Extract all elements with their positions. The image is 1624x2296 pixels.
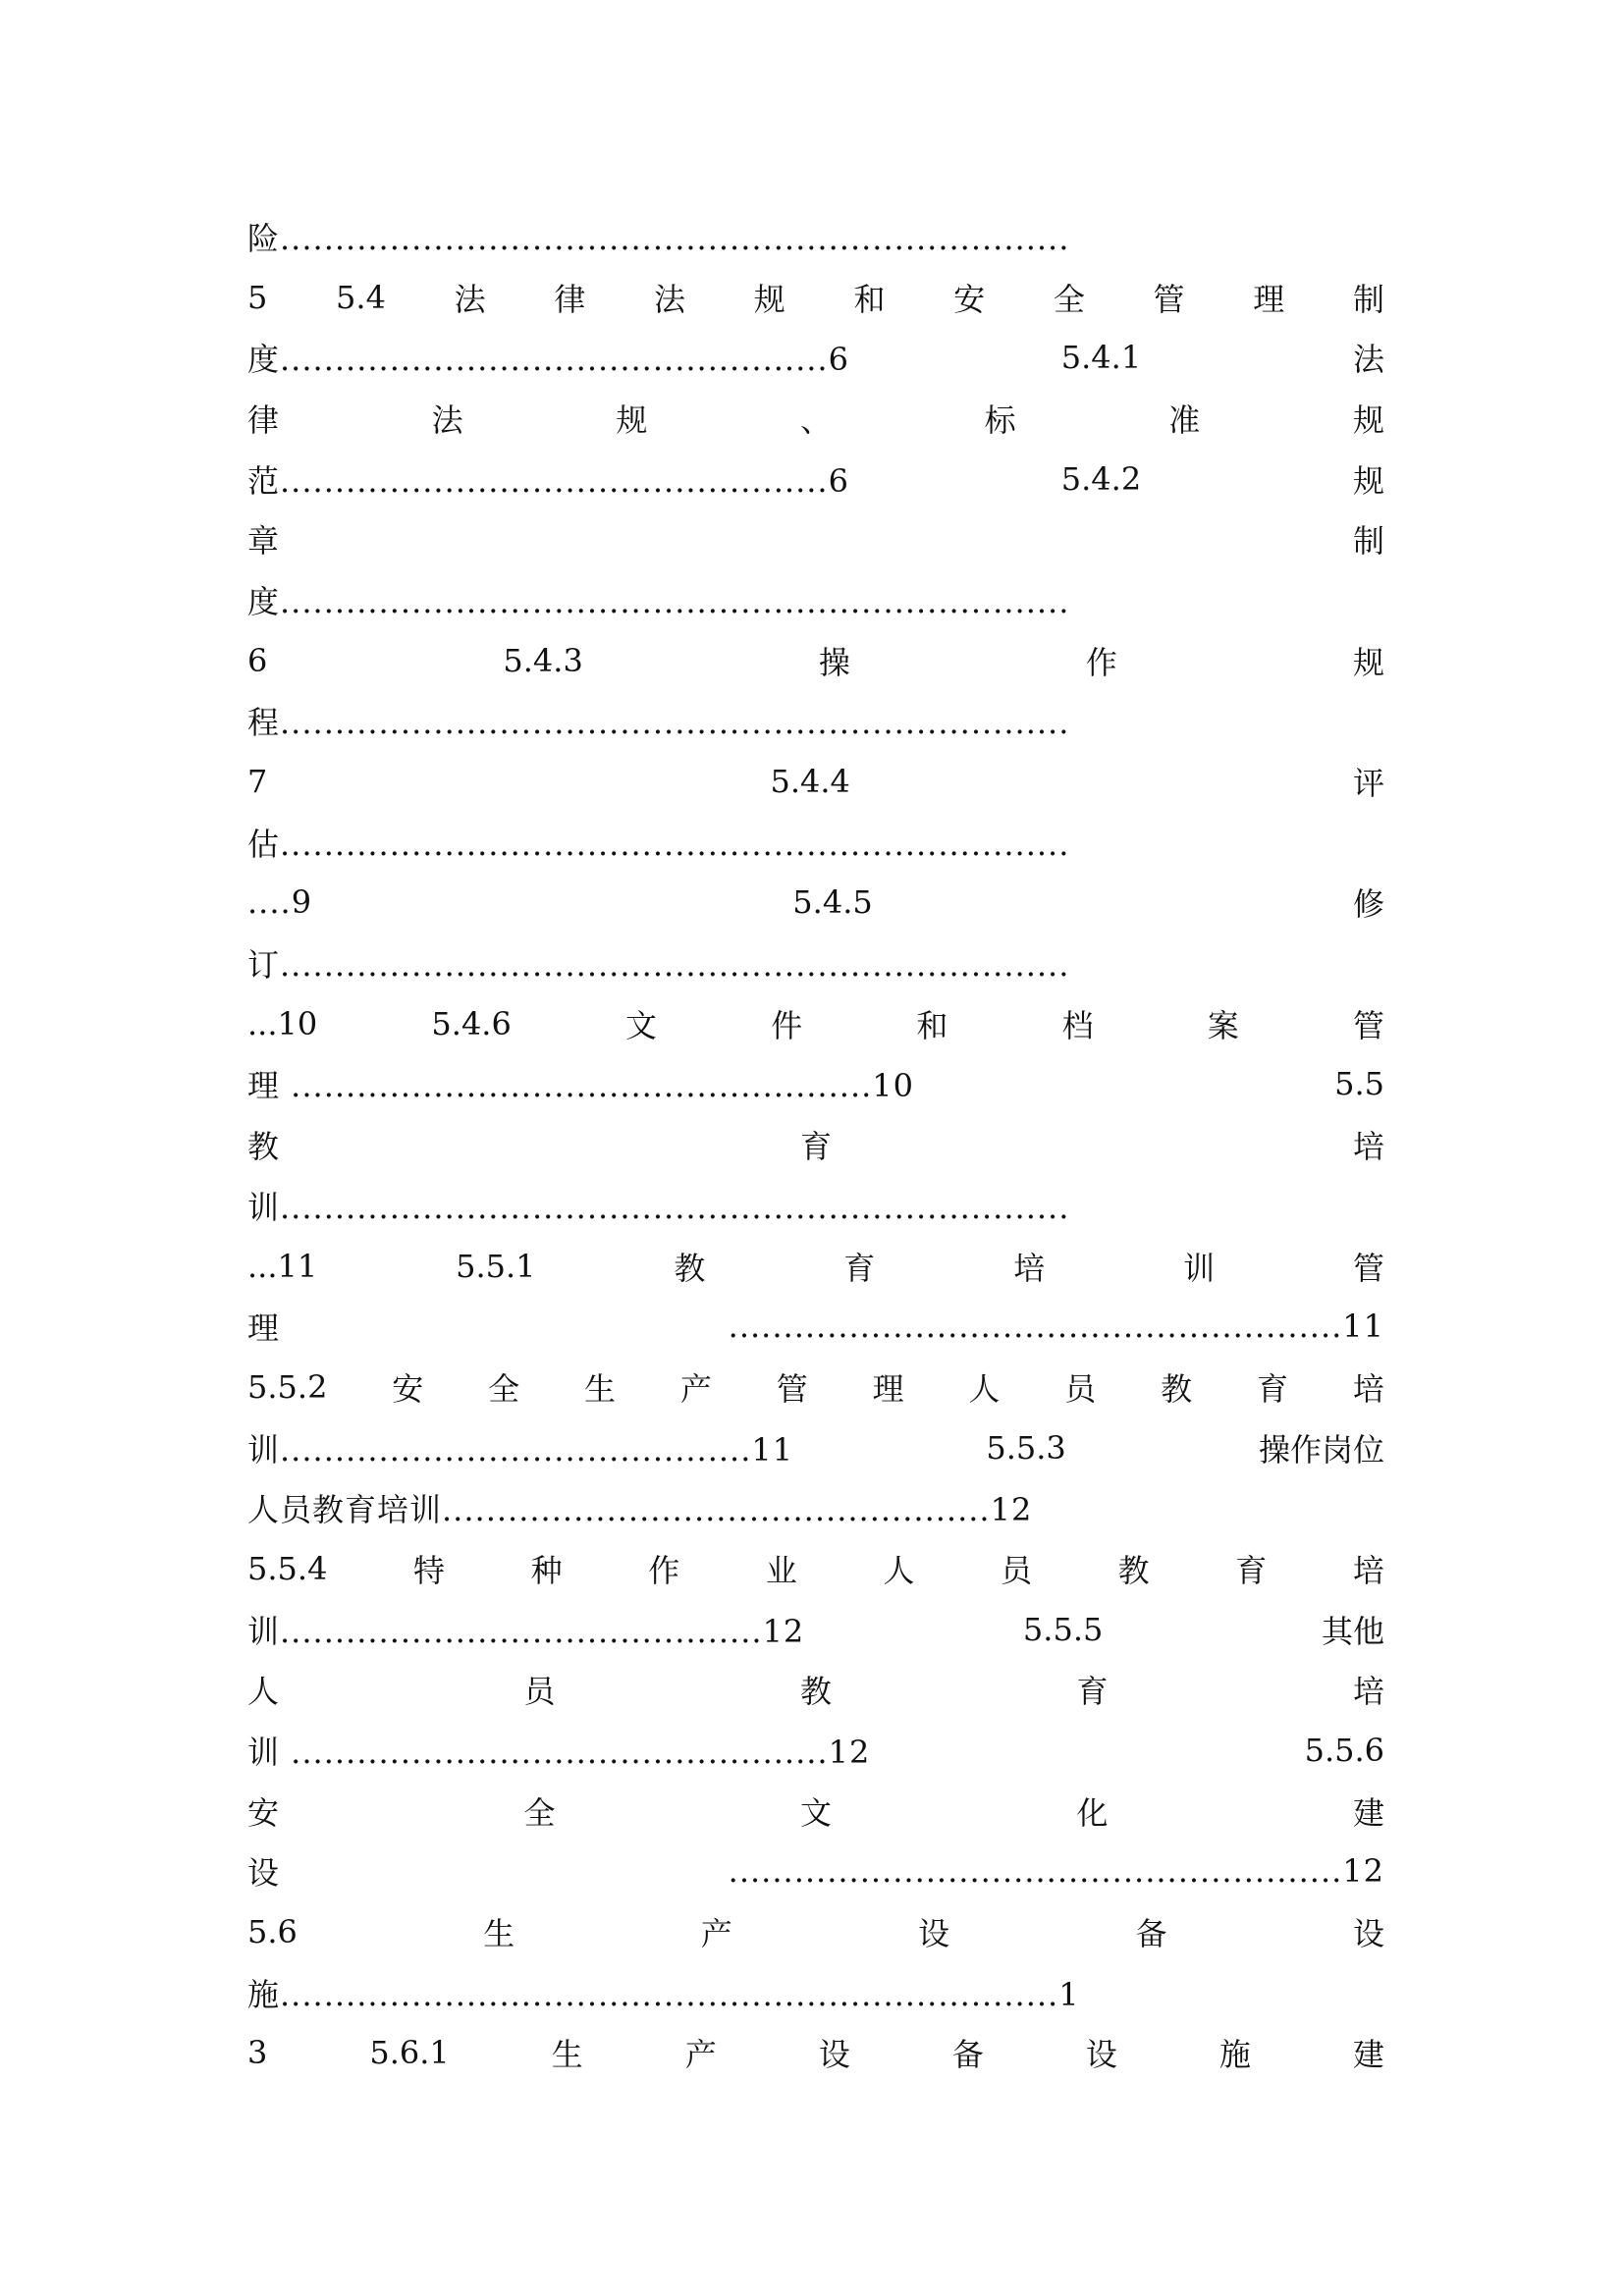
toc-line <box>247 1962 1384 2023</box>
toc-token: 规 <box>753 280 785 318</box>
toc-token: 育 <box>1076 1673 1109 1711</box>
toc-token: ...10 <box>247 1004 318 1042</box>
toc-token: 安 <box>953 280 986 318</box>
toc-token: 人 <box>883 1551 915 1589</box>
toc-token: 种 <box>530 1551 563 1589</box>
toc-page <box>247 206 1384 2083</box>
toc-token: 评 <box>1352 765 1384 803</box>
toc-token: 5.5.1 <box>456 1247 536 1285</box>
toc-token: 律 <box>554 280 586 318</box>
toc-token: 理 <box>247 1309 280 1348</box>
toc-token: 档 <box>1061 1006 1094 1044</box>
toc-token: 5.4 <box>336 278 386 316</box>
toc-token: 规 <box>1352 400 1384 439</box>
toc-token: 操 <box>818 643 850 681</box>
toc-token: 5.6 <box>247 1913 298 1951</box>
toc-token: 文 <box>799 1793 832 1832</box>
toc-line <box>247 206 1384 267</box>
toc-token: 法 <box>454 280 486 318</box>
toc-token: 和 <box>853 280 886 318</box>
toc-token: 施.......................................................................1 <box>247 1975 1080 2013</box>
toc-token: 5 <box>247 278 268 316</box>
toc-token: 产 <box>679 1369 712 1408</box>
toc-token: 设 <box>1085 2036 1117 2074</box>
toc-token: ...11 <box>247 1247 318 1285</box>
toc-token: 人员教育培训..................................................12 <box>247 1491 1033 1529</box>
toc-line <box>247 1236 1384 1297</box>
toc-line <box>247 267 1384 328</box>
toc-token: 理 <box>1253 280 1285 318</box>
toc-token: 规 <box>1352 643 1384 681</box>
toc-token: 教 <box>799 1673 832 1711</box>
toc-line <box>247 508 1384 569</box>
toc-token: 5.4.2 <box>1060 459 1142 498</box>
toc-token: 法 <box>431 400 463 439</box>
toc-line <box>247 812 1384 873</box>
toc-token: 安 <box>247 1793 280 1832</box>
toc-line <box>247 1417 1384 1478</box>
toc-token: 设 <box>818 2036 850 2074</box>
toc-token: 培 <box>1352 1673 1384 1711</box>
toc-token: 教 <box>1161 1369 1193 1408</box>
toc-token: 人 <box>968 1369 1001 1408</box>
toc-token: 估........................................................................ <box>247 825 1070 863</box>
toc-line <box>247 1175 1384 1236</box>
toc-token: 员 <box>1001 1551 1033 1589</box>
toc-token: 生 <box>483 1915 515 1953</box>
toc-token: 人 <box>247 1673 280 1711</box>
toc-token: 和 <box>916 1006 948 1044</box>
toc-token: 教 <box>247 1128 280 1166</box>
toc-token: 规 <box>1352 461 1384 500</box>
toc-line <box>247 1781 1384 1842</box>
toc-line <box>247 691 1384 752</box>
toc-token: 5.4.5 <box>792 883 873 922</box>
toc-line <box>247 993 1384 1054</box>
toc-token: 作 <box>1085 643 1117 681</box>
toc-token: 准 <box>1168 400 1201 439</box>
toc-line <box>247 388 1384 449</box>
toc-token: 训 <box>1183 1249 1216 1287</box>
toc-token: 训........................................................................ <box>247 1188 1070 1226</box>
toc-token: 备 <box>1135 1915 1167 1953</box>
toc-token: 5.4.1 <box>1060 339 1142 377</box>
toc-token: 训 .................................................12 <box>247 1734 871 1772</box>
toc-token: 育 <box>799 1128 832 1166</box>
toc-token: 险........................................................................ <box>247 219 1070 257</box>
toc-line <box>247 1599 1384 1660</box>
toc-token: 育 <box>1235 1551 1268 1589</box>
toc-line <box>247 1538 1384 1599</box>
toc-line <box>247 1720 1384 1781</box>
toc-token: 、 <box>799 400 832 439</box>
toc-line <box>247 1660 1384 1721</box>
toc-token: 生 <box>551 2036 583 2074</box>
toc-token: 律 <box>247 400 280 439</box>
toc-token: 员 <box>1064 1369 1097 1408</box>
toc-line <box>247 2023 1384 2084</box>
toc-token: 法 <box>1352 341 1384 379</box>
toc-token: 度........................................................................ <box>247 582 1070 620</box>
toc-token: 5.5.3 <box>986 1428 1066 1467</box>
toc-line <box>247 569 1384 630</box>
toc-line <box>247 1357 1384 1417</box>
toc-token: 培 <box>1352 1551 1384 1589</box>
toc-token: 5.5.2 <box>247 1367 328 1406</box>
toc-token: 教 <box>1117 1551 1150 1589</box>
toc-token: 5.6.1 <box>369 2034 450 2072</box>
toc-token: 6 <box>247 641 268 679</box>
toc-token: 施 <box>1218 2036 1251 2074</box>
toc-token: ....9 <box>247 883 313 922</box>
toc-token: 教 <box>674 1249 706 1287</box>
toc-token: 件 <box>771 1006 803 1044</box>
toc-token: 5.4.3 <box>503 641 583 679</box>
toc-token: 设 <box>918 1915 950 1953</box>
toc-line <box>247 1296 1384 1357</box>
toc-token: 训...........................................11 <box>247 1430 794 1468</box>
toc-token: 管 <box>1352 1249 1384 1287</box>
toc-token: 理 .....................................................10 <box>247 1067 915 1105</box>
toc-token: 5.5.5 <box>1022 1610 1104 1648</box>
toc-token: 范..................................................6 <box>247 461 849 500</box>
toc-token: 设 <box>1352 1915 1384 1953</box>
toc-token: 设 <box>247 1854 280 1893</box>
toc-token: 育 <box>1257 1369 1289 1408</box>
toc-token: 管 <box>776 1369 808 1408</box>
toc-token: 备 <box>951 2036 984 2074</box>
toc-token: 业 <box>765 1551 797 1589</box>
toc-token: 修 <box>1352 885 1384 924</box>
toc-token: 5.5.4 <box>247 1549 328 1587</box>
toc-token: 5.4.4 <box>770 763 850 801</box>
toc-token: ........................................................11 <box>728 1308 1384 1346</box>
toc-token: 全 <box>1053 280 1085 318</box>
toc-line <box>247 449 1384 509</box>
toc-token: 管 <box>1153 280 1185 318</box>
toc-token: 安 <box>392 1369 424 1408</box>
toc-token: 训............................................12 <box>247 1612 805 1650</box>
toc-token: 其他 <box>1321 1612 1384 1650</box>
toc-token: 建 <box>1352 1793 1384 1832</box>
toc-token: 生 <box>583 1369 616 1408</box>
toc-token: 产 <box>700 1915 732 1953</box>
toc-token: 7 <box>247 763 268 801</box>
toc-token: 制 <box>1352 280 1384 318</box>
toc-line <box>247 1901 1384 1962</box>
toc-line <box>247 630 1384 691</box>
toc-line <box>247 873 1384 934</box>
toc-line <box>247 1477 1384 1538</box>
toc-token: 5.5.6 <box>1304 1732 1384 1770</box>
toc-token: 理 <box>872 1369 904 1408</box>
toc-token: 培 <box>1013 1249 1046 1287</box>
toc-line <box>247 1114 1384 1175</box>
toc-token: 5.5 <box>1334 1065 1384 1103</box>
toc-token: 3 <box>247 2034 268 2072</box>
toc-line <box>247 751 1384 812</box>
toc-token: 案 <box>1207 1006 1239 1044</box>
toc-token: 员 <box>523 1673 556 1711</box>
toc-token: 订........................................................................ <box>247 946 1070 985</box>
toc-token: 特 <box>413 1551 446 1589</box>
toc-token: 建 <box>1352 2036 1384 2074</box>
toc-token: ........................................................12 <box>728 1852 1384 1891</box>
toc-token: 度..................................................6 <box>247 341 849 379</box>
toc-token: 操作岗位 <box>1258 1430 1384 1468</box>
toc-line <box>247 327 1384 388</box>
toc-token: 全 <box>488 1369 520 1408</box>
toc-line <box>247 1842 1384 1902</box>
toc-token: 5.4.6 <box>431 1004 512 1042</box>
toc-token: 制 <box>1352 522 1384 561</box>
toc-token: 全 <box>523 1793 556 1832</box>
toc-token: 法 <box>654 280 686 318</box>
toc-line <box>247 933 1384 993</box>
toc-token: 文 <box>625 1006 658 1044</box>
toc-token: 章 <box>247 522 280 561</box>
toc-token: 化 <box>1076 1793 1109 1832</box>
toc-token: 作 <box>648 1551 680 1589</box>
toc-token: 管 <box>1352 1006 1384 1044</box>
toc-token: 标 <box>984 400 1016 439</box>
toc-token: 培 <box>1352 1128 1384 1166</box>
toc-token: 育 <box>843 1249 876 1287</box>
toc-token: 产 <box>684 2036 717 2074</box>
toc-line <box>247 1054 1384 1115</box>
toc-token: 程........................................................................ <box>247 704 1070 742</box>
toc-token: 规 <box>616 400 648 439</box>
toc-token: 培 <box>1352 1369 1384 1408</box>
